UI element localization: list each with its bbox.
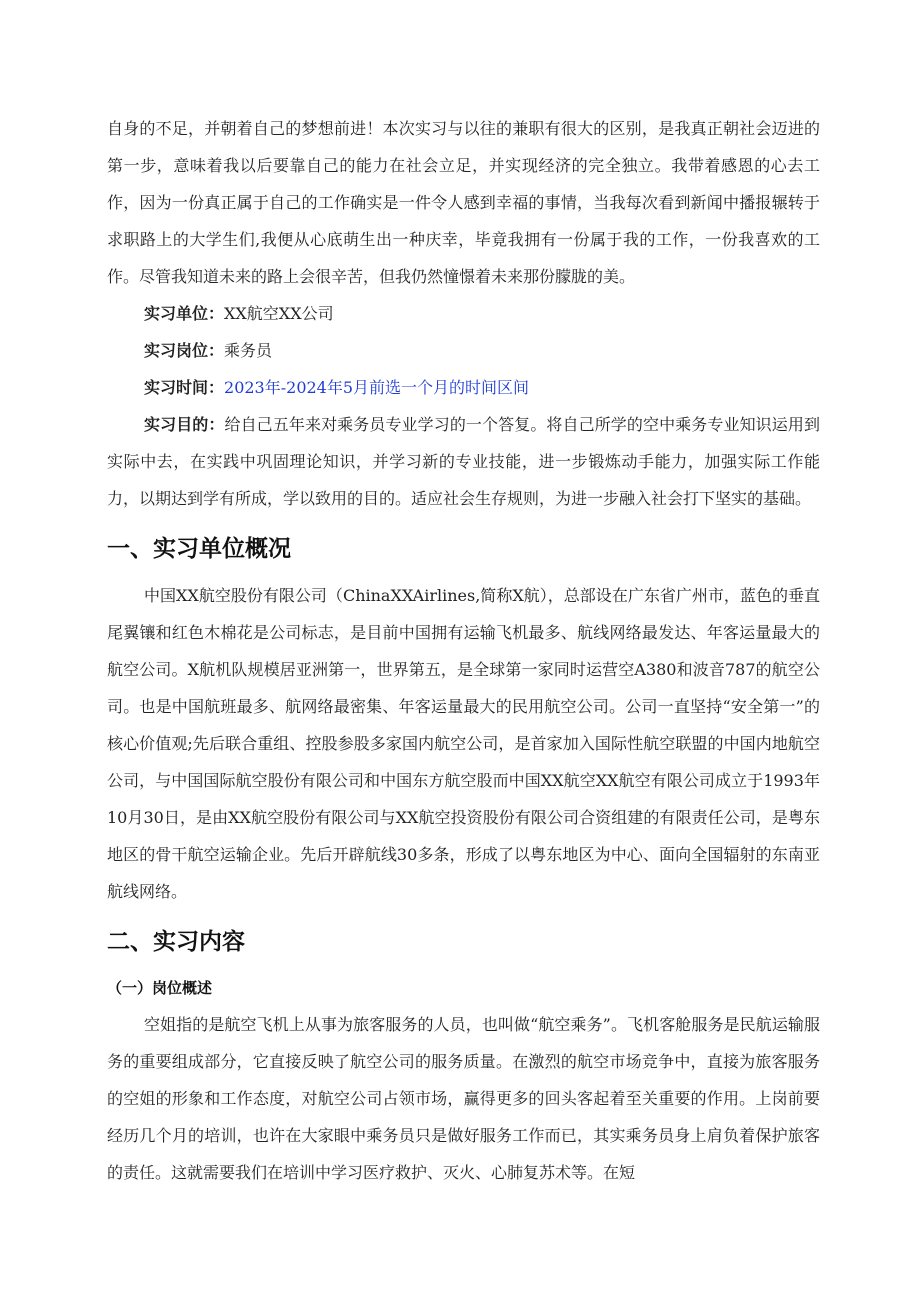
intro-paragraph: 自身的不足，并朝着自己的梦想前进！本次实习与以往的兼职有很大的区别，是我真正朝社会迈进的第一步，意味着我以后要靠自己的能力在社会立足，并实现经济的完全独立。我带着感恩的心去工作，因为一份真正属于自己的工作确实是一件令人感到幸福的事情，当我每次看到新闻中播报辗转于求职路上的大学生们,我便从心底萌生出一种庆幸，毕竟我拥有一份属于我的工作，一份我喜欢的工作。尽管我知道未来的路上会很辛苦，但我仍然憧憬着未来那份朦胧的美。: [107, 119, 820, 286]
document-page: [107, 110, 820, 1191]
info-time-label: 实习时间：: [144, 378, 225, 397]
info-purpose-value: 给自己五年来对乘务员专业学习的一个答复。将自己所学的空中乘务专业知识运用到实际中去，在实践中巩固理论知识，并学习新的专业技能，进一步锻炼动手能力，加强实际工作能力，以期达到学有所成，学以致用的目的。适应社会生存规则，为进一步融入社会打下坚实的基础。: [107, 415, 820, 508]
section2-subheading: （一）岗位概述: [107, 979, 213, 997]
info-unit-label: 实习单位：: [144, 304, 225, 323]
info-unit-row: [107, 295, 820, 332]
section1-paragraph: 中国XX航空股份有限公司（ChinaXXAirlines,简称X航），总部设在广东省广州市，蓝色的垂直尾翼镶和红色木棉花是公司标志，是目前中国拥有运输飞机最多、航线网络最发达、年客运量最大的航空公司。X航机队规模居亚洲第一，世界第五，是全球第一家同时运营空A380和波音787的航空公司。也是中国航班最多、航网络最密集、年客运量最大的民用航空公司。公司一直坚持“安全第一”的核心价值观;先后联合重组、控股参股多家国内航空公司，是首家加入国际性航空联盟的中国内地航空公司，与中国国际航空股份有限公司和中国东方航空股而中国XX航空XX航空有限公司成立于1993年10月30日，是由XX航空股份有限公司与XX航空投资股份有限公司合资组建的有限责任公司，是粤东地区的骨干航空运输企业。先后开辟航线30多条，形成了以粤东地区为中心、面向全国辐射的东南亚航线网络。: [107, 586, 820, 901]
info-time-value: 2023年-2024年5月前选一个月的时间区间: [224, 378, 530, 397]
info-position-label: 实习岗位：: [144, 341, 225, 360]
info-purpose-paragraph: [107, 406, 820, 517]
info-unit-value: XX航空XX公司: [224, 304, 334, 323]
section2-paragraph: 空姐指的是航空飞机上从事为旅客服务的人员，也叫做“航空乘务”。飞机客舱服务是民航运输服务的重要组成部分，它直接反映了航空公司的服务质量。在激烈的航空市场竞争中，直接为旅客服务的空姐的形象和工作态度，对航空公司占领市场，赢得更多的回头客起着至关重要的作用。上岗前要经历几个月的培训，也许在大家眼中乘务员只是做好服务工作而已，其实乘务员身上肩负着保护旅客的责任。这就需要我们在培训中学习医疗救护、灭火、心肺复苏术等。在短: [107, 1015, 820, 1182]
info-position-value: 乘务员: [224, 341, 273, 360]
info-time-row: [107, 369, 820, 406]
info-position-row: [107, 332, 820, 369]
section2-heading: 二、实习内容: [107, 929, 245, 955]
section1-heading: 一、实习单位概况: [107, 536, 291, 562]
info-purpose-label: 实习目的：: [144, 415, 225, 434]
